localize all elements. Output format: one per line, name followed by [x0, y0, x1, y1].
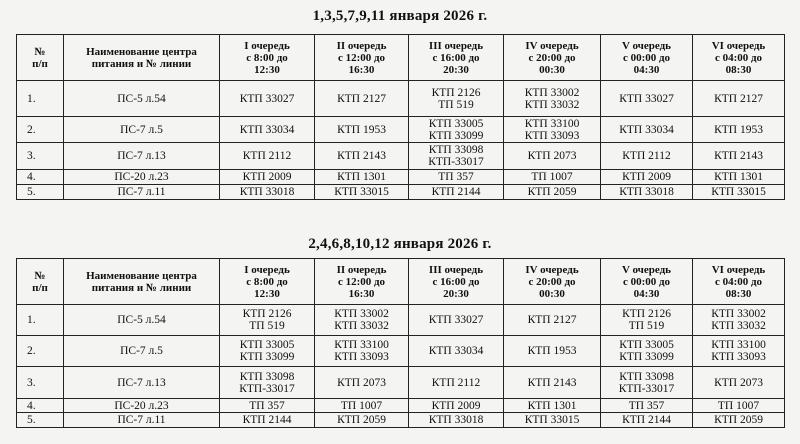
row-number: 5. [17, 185, 64, 200]
cell-line: КТП 33034 [428, 345, 484, 357]
row-number: 4. [17, 170, 64, 185]
column-header [409, 35, 504, 81]
cell-line: КТП 33018 [428, 414, 484, 426]
cell-line: КТП-33017 [618, 382, 675, 395]
substation-cell [409, 185, 504, 200]
cell-line: КТП 33099 [428, 129, 484, 142]
cell-line: КТП 2112 [431, 376, 481, 389]
cell-line: 12:30 [254, 63, 280, 76]
substation-cell [504, 336, 601, 367]
cell-line: V очередь [621, 263, 672, 276]
substation-cell [504, 185, 601, 200]
power-center-line: ПС-7 л.13 [64, 367, 220, 399]
substation-cell [220, 413, 315, 428]
power-center-line: ПС-20 л.23 [64, 399, 220, 413]
cell-line: КТП 2126 [431, 86, 481, 99]
cell-line: КТП 2009 [622, 171, 671, 183]
cell-line: КТП 2143 [337, 150, 386, 162]
substation-cell [315, 305, 409, 336]
column-header [693, 259, 785, 305]
substation-cell [693, 413, 785, 428]
power-center-line: ПС-7 л.5 [64, 336, 220, 367]
cell-line: КТП 33005 [619, 339, 674, 351]
substation-cell [409, 81, 504, 117]
substation-cell [504, 367, 601, 399]
cell-line: с 20:00 до [528, 275, 576, 288]
power-center-line: ПС-5 л.54 [64, 81, 220, 117]
substation-cell [601, 413, 693, 428]
cell-line: 08:30 [725, 287, 752, 300]
cell-line: КТП 33018 [619, 186, 674, 198]
cell-line: с 00:00 до [622, 51, 671, 64]
substation-cell [220, 143, 315, 170]
cell-line: КТП 2059 [337, 414, 386, 426]
substation-cell [315, 117, 409, 143]
row-number: 3. [17, 143, 64, 170]
cell-line: КТП 2144 [622, 414, 671, 426]
cell-line: КТП 2112 [242, 150, 292, 162]
cell-line: КТП 33027 [619, 92, 674, 105]
substation-cell [409, 305, 504, 336]
cell-line: V очередь [621, 39, 672, 52]
cell-line: КТП 33099 [239, 351, 295, 363]
cell-line: ТП 357 [438, 171, 474, 183]
cell-line: КТП 33015 [524, 414, 580, 426]
cell-line: КТП 33027 [428, 314, 484, 326]
table-row [17, 170, 785, 185]
substation-cell [409, 143, 504, 170]
cell-line: КТП 33034 [239, 123, 295, 136]
cell-line: VI очередь [711, 39, 766, 52]
cell-line: КТП 33098 [239, 370, 295, 383]
substation-cell [601, 117, 693, 143]
cell-line: I очередь [244, 263, 290, 276]
cell-line: КТП 33093 [524, 129, 580, 142]
cell-line: КТП 33098 [619, 370, 674, 383]
substation-cell [601, 336, 693, 367]
substation-cell [220, 170, 315, 185]
cell-line: ТП 1007 [717, 399, 760, 412]
substation-cell [220, 367, 315, 399]
cell-line: КТП 1301 [337, 171, 386, 183]
cell-line: КТП 33093 [334, 351, 389, 363]
cell-line: II очередь [336, 263, 387, 276]
cell-line: с 8:00 до [246, 51, 288, 64]
substation-cell [409, 413, 504, 428]
cell-line: 12:30 [254, 287, 280, 300]
cell-line: п/п [32, 281, 48, 294]
substation-cell [504, 399, 601, 413]
cell-line: питания и № линии [91, 57, 192, 70]
column-header [64, 259, 220, 305]
cell-line: 00:30 [539, 287, 565, 300]
substation-cell [409, 117, 504, 143]
cell-line: 16:30 [348, 63, 375, 76]
cell-line: № [34, 45, 46, 58]
table-row [17, 399, 785, 413]
substation-cell [220, 336, 315, 367]
substation-cell [504, 117, 601, 143]
substation-cell [601, 399, 693, 413]
row-number: 2. [17, 336, 64, 367]
substation-cell [601, 185, 693, 200]
substation-cell [409, 170, 504, 185]
cell-line: Наименование центра [86, 269, 197, 282]
substation-cell [693, 305, 785, 336]
column-header [601, 35, 693, 81]
substation-cell [693, 170, 785, 185]
column-header [17, 259, 64, 305]
cell-line: КТП 2143 [527, 376, 577, 389]
power-center-line: ПС-5 л.54 [64, 305, 220, 336]
column-header [504, 259, 601, 305]
substation-cell [315, 170, 409, 185]
cell-line: КТП 1953 [527, 345, 577, 357]
power-center-line: ПС-7 л.5 [64, 117, 220, 143]
cell-line: Наименование центра [86, 45, 197, 58]
cell-line: 08:30 [725, 63, 752, 76]
schedule-table-even-days [16, 258, 785, 428]
substation-cell [220, 399, 315, 413]
substation-cell [504, 143, 601, 170]
table-row [17, 336, 785, 367]
row-number: 5. [17, 413, 64, 428]
row-number: 1. [17, 305, 64, 336]
cell-line: КТП 33018 [239, 186, 295, 198]
schedule-title-even-days: 2,4,6,8,10,12 января 2026 г. [308, 236, 492, 252]
header-row [17, 259, 785, 305]
cell-line: КТП 2073 [527, 150, 577, 162]
schedule-table-odd-days [16, 34, 785, 200]
cell-line: КТП 2009 [431, 399, 481, 412]
cell-line: 04:30 [633, 287, 660, 300]
cell-line: КТП 1301 [714, 171, 763, 183]
substation-cell [220, 81, 315, 117]
substation-cell [504, 170, 601, 185]
substation-cell [409, 336, 504, 367]
substation-cell [504, 413, 601, 428]
cell-line: КТП 2009 [242, 171, 292, 183]
power-center-line: ПС-7 л.13 [64, 143, 220, 170]
cell-line: КТП 33100 [711, 339, 766, 351]
substation-cell [693, 367, 785, 399]
cell-line: КТП 33032 [334, 320, 389, 332]
cell-line: ТП 1007 [531, 171, 573, 183]
substation-cell [693, 336, 785, 367]
cell-line: КТП 33005 [428, 117, 484, 130]
substation-cell [409, 399, 504, 413]
cell-line: КТП 2127 [714, 92, 763, 105]
substation-cell [409, 367, 504, 399]
cell-line: КТП 2144 [242, 414, 292, 426]
column-header [409, 259, 504, 305]
cell-line: ТП 519 [628, 320, 665, 332]
cell-line: КТП 33100 [524, 117, 580, 130]
substation-cell [220, 117, 315, 143]
cell-line: КТП 33093 [711, 351, 766, 363]
cell-line: 00:30 [539, 63, 565, 76]
substation-cell [315, 185, 409, 200]
cell-line: 20:30 [443, 287, 469, 300]
cell-line: КТП 33032 [524, 98, 580, 111]
cell-line: ТП 519 [249, 320, 285, 332]
cell-line: КТП 2127 [527, 314, 577, 326]
cell-line: с 00:00 до [622, 275, 671, 288]
power-center-line: ПС-7 л.11 [64, 185, 220, 200]
substation-cell [504, 81, 601, 117]
cell-line: КТП 2073 [714, 376, 763, 389]
substation-cell [601, 170, 693, 185]
column-header [220, 259, 315, 305]
cell-line: КТП 2059 [714, 414, 763, 426]
cell-line: КТП 33034 [619, 123, 674, 136]
substation-cell [315, 81, 409, 117]
cell-line: КТП 33099 [619, 351, 674, 363]
substation-cell [220, 185, 315, 200]
cell-line: КТП 33027 [239, 92, 295, 105]
cell-line: II очередь [336, 39, 387, 52]
cell-line: с 12:00 до [337, 51, 386, 64]
column-header [315, 259, 409, 305]
table-row [17, 413, 785, 428]
cell-line: ТП 519 [438, 98, 474, 111]
cell-line: с 12:00 до [337, 275, 386, 288]
cell-line: КТП-33017 [239, 382, 295, 395]
cell-line: КТП 2126 [622, 308, 671, 320]
cell-line: с 04:00 до [714, 275, 763, 288]
cell-line: КТП 33002 [711, 308, 766, 320]
cell-line: с 16:00 до [432, 275, 480, 288]
column-header [601, 259, 693, 305]
column-header [693, 35, 785, 81]
substation-cell [693, 143, 785, 170]
cell-line: с 8:00 до [246, 275, 288, 288]
cell-line: 04:30 [633, 63, 660, 76]
row-number: 3. [17, 367, 64, 399]
cell-line: III очередь [428, 39, 484, 52]
substation-cell [315, 367, 409, 399]
schedule-title-odd-days: 1,3,5,7,9,11 января 2026 г. [312, 8, 488, 24]
substation-cell [220, 305, 315, 336]
cell-line: КТП 2073 [337, 376, 386, 389]
cell-line: КТП 33032 [711, 320, 766, 332]
table-row [17, 143, 785, 170]
substation-cell [693, 117, 785, 143]
substation-cell [601, 81, 693, 117]
substation-cell [315, 399, 409, 413]
substation-cell [693, 81, 785, 117]
table-row [17, 117, 785, 143]
substation-cell [504, 305, 601, 336]
column-header [504, 35, 601, 81]
cell-line: КТП 1953 [714, 123, 763, 136]
substation-cell [315, 413, 409, 428]
cell-line: КТП 2126 [242, 308, 292, 320]
cell-line: КТП 33098 [428, 144, 484, 156]
substation-cell [693, 185, 785, 200]
column-header [315, 35, 409, 81]
cell-line: КТП 2059 [527, 186, 577, 198]
substation-cell [315, 143, 409, 170]
cell-line: КТП 33015 [711, 186, 766, 198]
cell-line: КТП 33005 [239, 339, 295, 351]
cell-line: с 16:00 до [432, 51, 480, 64]
cell-line: КТП 2127 [337, 92, 386, 105]
table-row [17, 367, 785, 399]
substation-cell [601, 143, 693, 170]
cell-line: ТП 357 [249, 399, 285, 412]
cell-line: VI очередь [711, 263, 766, 276]
row-number: 1. [17, 81, 64, 117]
substation-cell [601, 367, 693, 399]
cell-line: КТП 2143 [714, 150, 763, 162]
table-row [17, 81, 785, 117]
cell-line: с 04:00 до [714, 51, 763, 64]
cell-line: с 20:00 до [528, 51, 576, 64]
header-row [17, 35, 785, 81]
row-number: 2. [17, 117, 64, 143]
cell-line: ТП 357 [628, 399, 665, 412]
power-center-line: ПС-20 л.23 [64, 170, 220, 185]
cell-line: 20:30 [443, 63, 469, 76]
cell-line: 16:30 [348, 287, 375, 300]
cell-line: КТП 1301 [527, 399, 577, 412]
substation-cell [315, 336, 409, 367]
cell-line: КТП 33100 [334, 339, 389, 351]
cell-line: № [34, 269, 46, 282]
table-row [17, 185, 785, 200]
cell-line: КТП 1953 [337, 123, 386, 136]
substation-cell [601, 305, 693, 336]
cell-line: КТП 2112 [622, 150, 671, 162]
cell-line: IV очередь [525, 39, 579, 52]
cell-line: КТП 2144 [431, 186, 481, 198]
substation-cell [693, 399, 785, 413]
cell-line: III очередь [428, 263, 484, 276]
power-center-line: ПС-7 л.11 [64, 413, 220, 428]
cell-line: КТП 33015 [334, 186, 389, 198]
cell-line: КТП 33002 [334, 308, 389, 320]
cell-line: I очередь [244, 39, 290, 52]
cell-line: ТП 1007 [340, 399, 383, 412]
column-header [64, 35, 220, 81]
cell-line: п/п [32, 57, 48, 70]
cell-line: КТП-33017 [428, 156, 484, 168]
row-number: 4. [17, 399, 64, 413]
table-row [17, 305, 785, 336]
cell-line: питания и № линии [91, 281, 192, 294]
cell-line: КТП 33002 [524, 86, 580, 99]
cell-line: IV очередь [525, 263, 579, 276]
column-header [220, 35, 315, 81]
column-header [17, 35, 64, 81]
